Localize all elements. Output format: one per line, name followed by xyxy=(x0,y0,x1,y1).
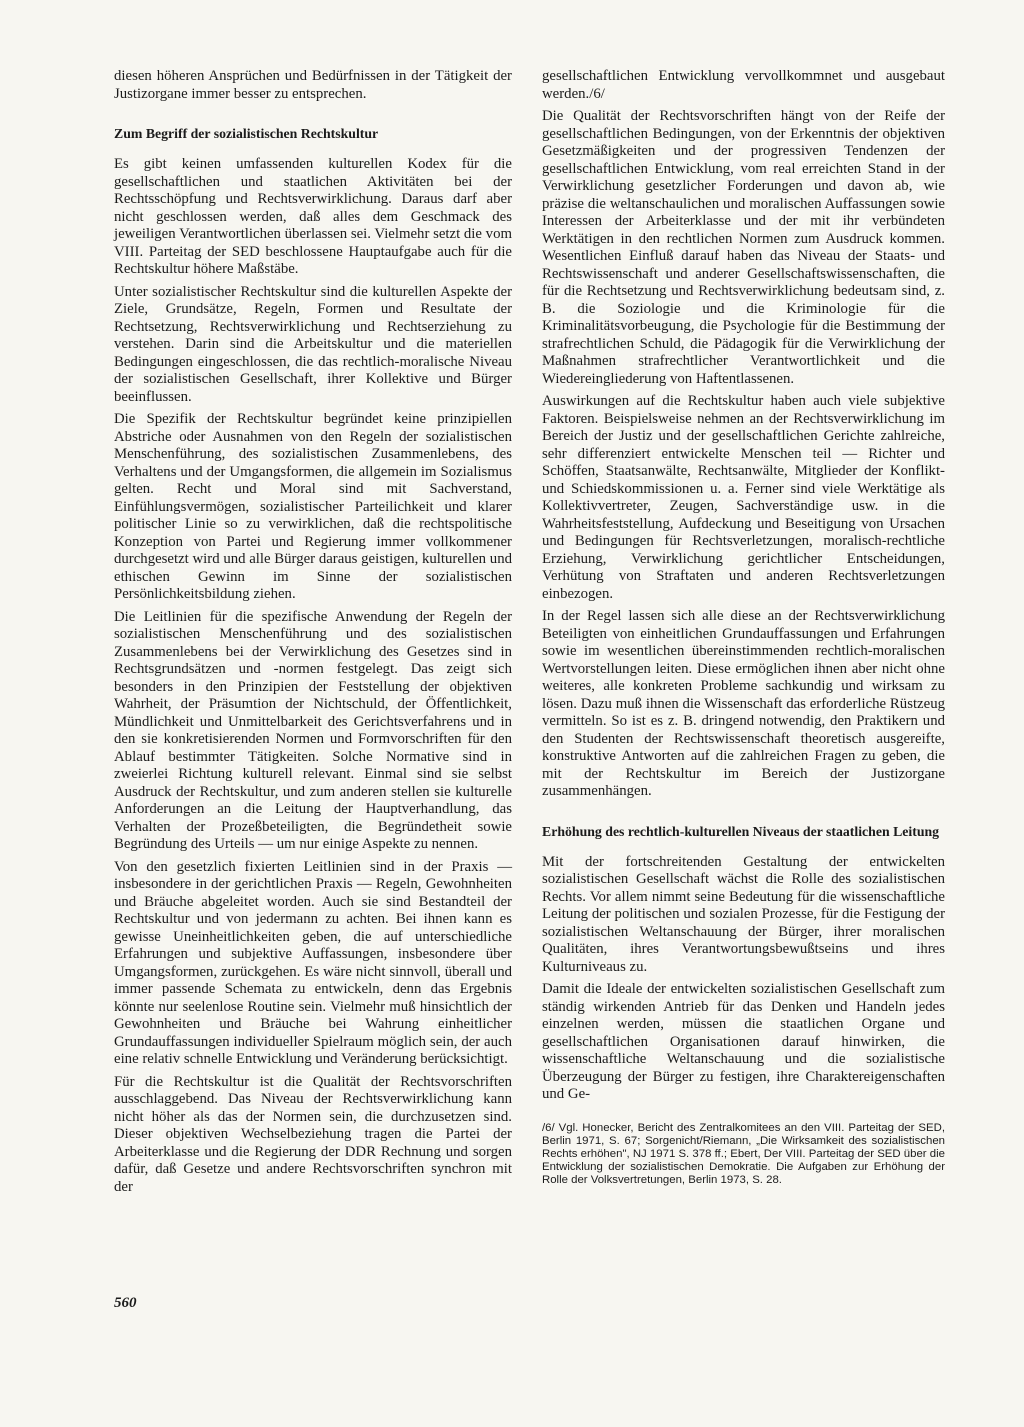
paragraph: Unter sozialistischer Rechtskultur sind die kulturellen Aspekte der Ziele, Grundsätze, Regeln, Formen und Resultate der Rechtsetzung, Rechtsverwirklichung und Rechtserziehung zu verstehen. Darin sind die Arbeitskultur und die materiellen Bedingungen eingeschlossen, die das rechtlich-moralische Niveau der sozialistischen Gesellschaft, ihrer Kollektive und Bürger beeinflussen. xyxy=(114,283,512,405)
footnote: /6/ Vgl. Honecker, Bericht des Zentralkomitees an den VIII. Parteitag der SED, Berlin 1971, S. 67; Sorgenicht/Riemann, „Die Wirksamkeit des sozialistischen Rechts erhöhen", NJ 1971 S. 378 ff.; Ebert, Der VIII. Parteitag der SED über die Entwicklung der sozialistischen Demokratie. Die Aufgaben zur Erhöhung der Rolle der Volksvertretungen, Berlin 1973, S. 28. xyxy=(542,1121,945,1186)
paragraph: gesellschaftlichen Entwicklung vervollkommnet und ausgebaut werden./6/ xyxy=(542,68,945,102)
right-column xyxy=(542,68,945,1187)
paragraph: Die Leitlinien für die spezifische Anwendung der Regeln der sozialistischen Menschenführung und des sozialistischen Zusammenlebens bei der Verwirklichung des Gesetzes sind in Rechtsgrundsätzen und -normen festgelegt. Das zeigt sich besonders in den Prinzipien der Feststellung der objektiven Wahrheit, der Präsumtion der Nichtschuld, der Öffentlichkeit, Mündlichkeit und Unmittelbarkeit des Gerichtsverfahrens und in den sie konkretisierenden Normen und Formvorschriften für den Ablauf bestimmter Tätigkeiten. Solche Normative sind in zweierlei Richtung kulturell relevant. Einmal sind sie selbst Ausdruck der Rechtskultur, und zum anderen stellen sie kulturelle Anforderungen an die Leitung der Hauptverhandlung, das Verhalten der Prozeßbeteiligten, die Begründetheit sowie Begründung des Urteils — um nur einige Aspekte zu nennen. xyxy=(114,608,512,852)
paragraph: Von den gesetzlich fixierten Leitlinien sind in der Praxis — insbesondere in der gerichtlichen Praxis — Regeln, Gewohnheiten und Bräuche abgeleitet worden. Auch sie sind Bestandteil der Rechtskultur und von jedermann zu achten. Bei ihnen kann es gewisse Uneinheitlichkeiten geben, die auf unterschiedliche Erfahrungen und subjektive Auffassungen, insbesondere über Umgangsformen, zurückgehen. Es wäre nicht sinnvoll, überall und immer passende Schemata zu entwickeln, denn das Ergebnis könnte nur seelenlose Routine sein. Vielmehr muß hinsichtlich der Gewohnheiten und Bräuche bei Wahrung einheitlicher Grundauffassungen individueller Spielraum möglich sein, der auch eine relativ schnelle Entwicklung und Veränderung berücksichtigt. xyxy=(114,858,512,1067)
section-heading: Erhöhung des rechtlich-kulturellen Niveaus der staatlichen Leitung xyxy=(542,823,940,839)
left-column xyxy=(114,68,512,1201)
paragraph: Damit die Ideale der entwickelten sozialistischen Gesellschaft zum ständig wirkenden Antrieb für das Denken und Handeln jedes einzelnen werden, müssen die staatlichen Organe und gesellschaftlichen Organisationen darauf hinwirken, die wissenschaftliche Weltanschauung und die sozialistische Überzeugung der Bürger zu festigen, ihre Charaktereigenschaften und Ge- xyxy=(542,981,945,1102)
paragraph: In der Regel lassen sich alle diese an der Rechtsverwirklichung Beteiligten von einheitlichen Grundauffassungen und Erfahrungen sowie im wesentlichen übereinstimmenden rechtlich-moralischen Wertvorstellungen leiten. Diese ermöglichen ihnen aber nicht ohne weiteres, alle konkreten Probleme sachkundig und wirksam zu lösen. Dazu muß ihnen die Wissenschaft das erforderliche Rüstzeug vermitteln. So ist es z. B. dringend notwendig, den Praktikern und den Studenten der Rechtswissenschaft theoretisch ausgereifte, konstruktive Antworten auf die zahlreichen Fragen zu geben, die mit der Rechtskultur im Bereich der Justizorgane zusammenhängen. xyxy=(542,608,945,799)
page-number: 560 xyxy=(114,1295,137,1311)
paragraph: Es gibt keinen umfassenden kulturellen Kodex für die gesellschaftlichen und staatlichen Aktivitäten bei der Rechtsschöpfung und Rechtsverwirklichung. Daraus darf aber nicht geschlossen werden, daß alles dem Geschmack des jeweiligen Verantwortlichen überlassen sei. Vielmehr setzt die vom VIII. Parteitag der SED beschlossene Hauptaufgabe auch für die Rechtskultur höhere Maßstäbe. xyxy=(114,156,512,277)
paragraph: Die Spezifik der Rechtskultur begründet keine prinzipiellen Abstriche oder Ausnahmen von den Regeln der sozialistischen Menschenführung, des sozialistischen Zusammenlebens, des Verhaltens und der Umgangsformen, die allgemein im Sozialismus gelten. Recht und Moral sind mit Sachverstand, Einfühlungsvermögen, sozialistischer Parteilichkeit und klarer politischer Linie so zu verwirklichen, daß die rechtspolitische Konzeption von Partei und Regierung immer vollkommener durchgesetzt wird und alle Bürger daraus geistigen, kulturellen und ethischen Gewinn im Sinne der sozialistischen Persönlichkeitsbildung ziehen. xyxy=(114,411,512,602)
paragraph: Mit der fortschreitenden Gestaltung der entwickelten sozialistischen Gesellschaft wächst die Rolle des sozialistischen Rechts. Vor allem nimmt seine Bedeutung für die wissenschaftliche Leitung der politischen und sozialen Prozesse, für die Festigung der sozialistischen Weltanschauung der Bürger, ihrer moralischen Qualitäten, ihres Verantwortungsbewußtseins und ihres Kulturniveaus zu. xyxy=(542,853,945,975)
paragraph: diesen höheren Ansprüchen und Bedürfnissen in der Tätigkeit der Justizorgane immer besser zu entsprechen. xyxy=(114,68,512,102)
paragraph: Die Qualität der Rechtsvorschriften hängt von der Reife der gesellschaftlichen Bedingungen, von der Erkenntnis der objektiven Gesetzmäßigkeiten und der progressiven Tendenzen der gesellschaftlichen Entwicklung, vom real erreichten Stand in der Verwirklichung gesetzlicher Forderungen und davon ab, wie präzise die weltanschaulichen und moralischen Auffassungen sowie Interessen der Arbeiterklasse und der mit ihr verbündeten Werktätigen in den rechtlichen Normen zum Ausdruck kommen. Wesentlichen Einfluß darauf haben das Niveau der Staats- und Rechtswissenschaft und anderer Gesellschaftswissenschaften, die für die Rechtsetzung und Rechtsverwirklichung bedeutsam sind, z. B. die Soziologie und die Kriminologie für die Kriminalitätsvorbeugung, die Psychologie für die Bestimmung der strafrechtlichen Schuld, die Pädagogik für die Verwirklichung der Maßnahmen strafrechtlicher Verantwortlichkeit und die Wiedereingliederung von Haftentlassenen. xyxy=(542,108,945,387)
section-heading: Zum Begriff der sozialistischen Rechtskultur xyxy=(114,126,379,141)
paragraph: Auswirkungen auf die Rechtskultur haben auch viele subjektive Faktoren. Beispielsweise nehmen an der Rechtsverwirklichung im Bereich der Justiz und der gesellschaftlichen Gerichte zahlreiche, sehr differenziert entwickelte Menschen teil — Richter und Schöffen, Staatsanwälte, Rechtsanwälte, Mitglieder der Konflikt- und Schiedskommissionen u. a. Ferner sind viele Werktätige als Kollektivvertreter, Zeugen, Sachverständige usw. in die Wahrheitsfeststellung, Aufdeckung und Beseitigung von Ursachen und Bedingungen für Rechtsverletzungen, moralisch-rechtliche Erziehung, Verwirklichung gerichtlicher Entscheidungen, Verhütung von Straftaten und anderen Rechtsverletzungen einbezogen. xyxy=(542,393,945,602)
paragraph: Für die Rechtskultur ist die Qualität der Rechtsvorschriften ausschlaggebend. Das Niveau der Rechtsverwirklichung kann nicht höher als das der Normen sein, die durchzusetzen sind. Dieser objektiven Wechselbeziehung tragen die Partei der Arbeiterklasse und die Regierung der DDR Rechnung und sorgen dafür, daß Gesetze und andere Rechtsvorschriften synchron mit der xyxy=(114,1073,512,1195)
